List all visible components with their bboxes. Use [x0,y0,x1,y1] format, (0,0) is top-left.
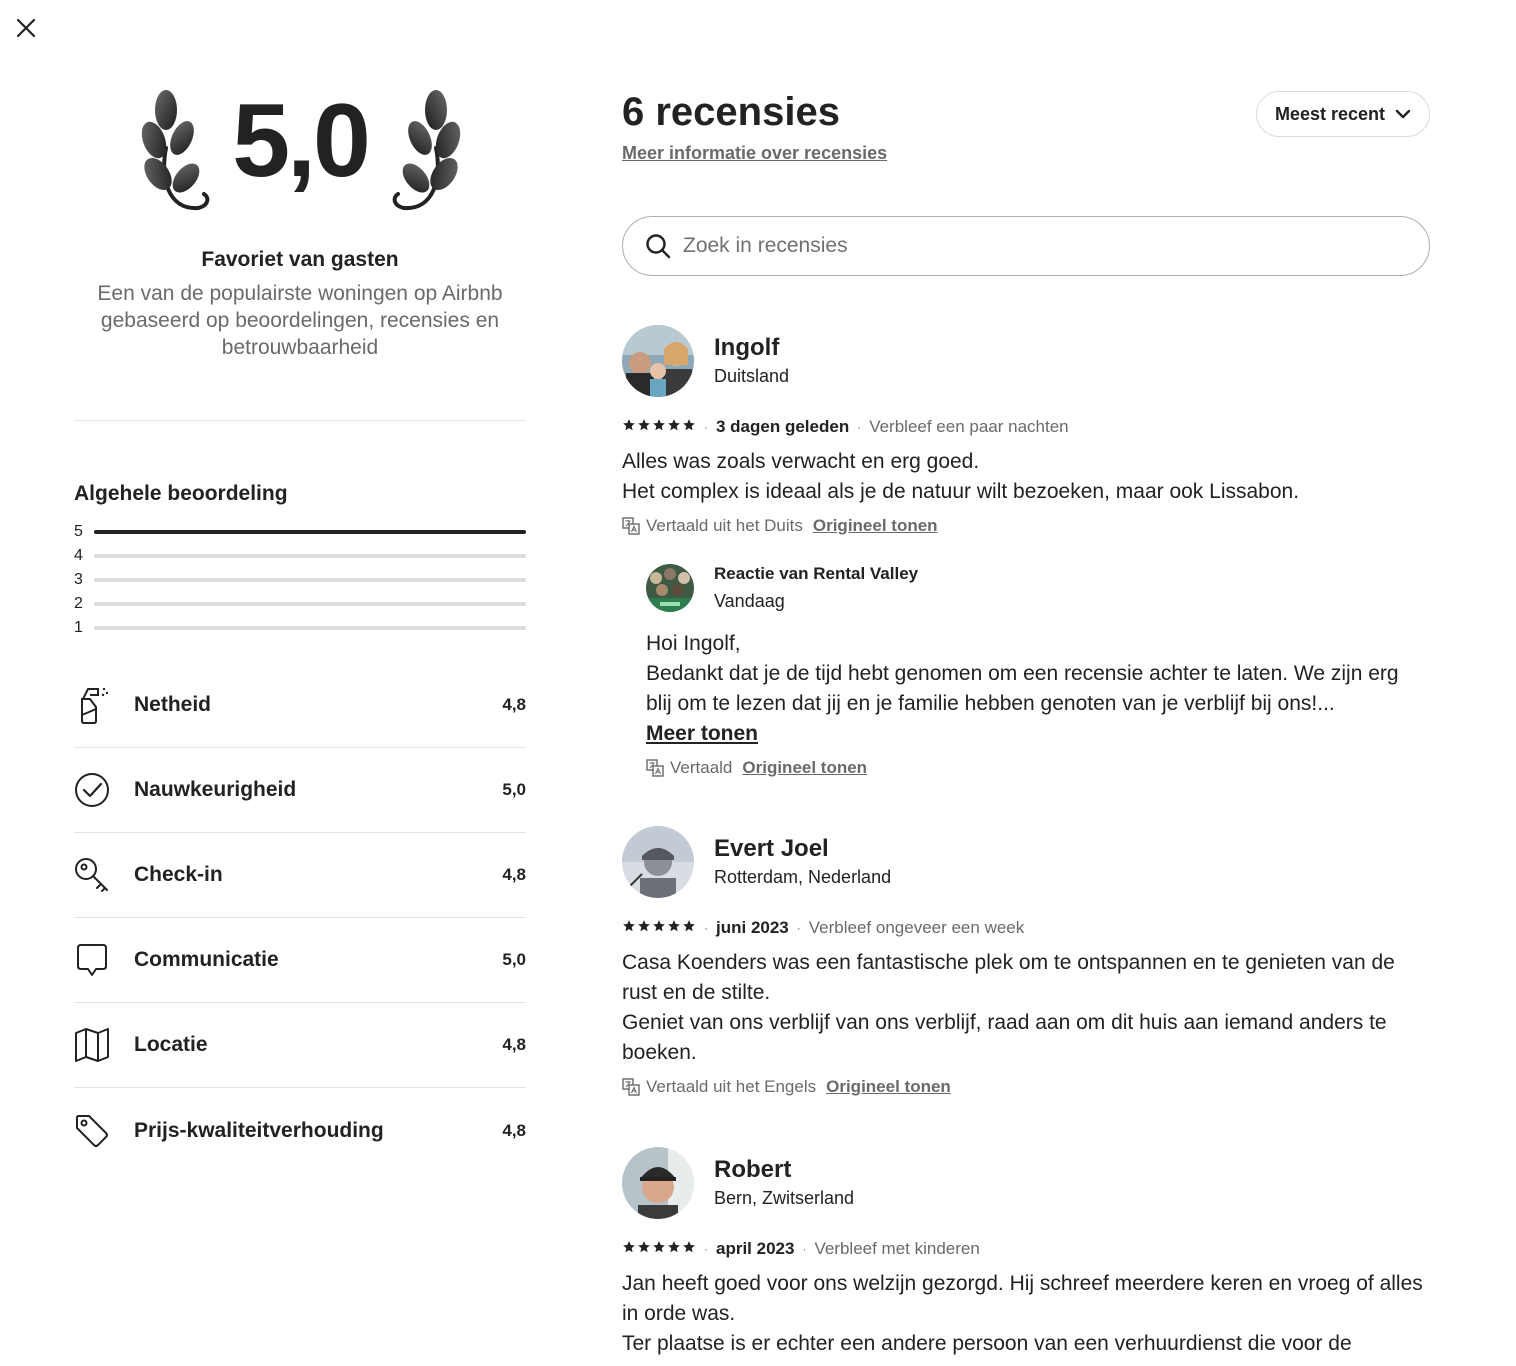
category-score: 4,8 [502,1035,526,1054]
star-rating [622,417,696,437]
reviewer-location: Rotterdam, Nederland [714,867,892,887]
host-reply [646,561,1430,781]
review-item: Robert Bern, Zwitserland · april 2023 · Verbleef met kinderen Jan heeft goed voor ons welzijn gezorgd. Hij schreef meerdere keren en vroeg of alles in orde was. Ter plaatse is er echter een andere persoon van een verhuurdienst die voor de [622,1146,1430,1359]
star-icon [682,417,696,437]
translation-note [622,513,1430,539]
rating-distribution [74,520,526,640]
review-text: Jan heeft goed voor ons welzijn gezorgd. Hij schreef meerdere keren en vroeg of alles in orde was. Ter plaatse is er echter een andere persoon van een verhuurdienst die voor de [622,1272,1423,1355]
category-label: Check-in [134,863,223,886]
rating-bar-row [74,520,526,544]
star-icon [637,417,651,437]
star-rating [622,1239,696,1259]
stay-duration: Verbleef met kinderen [814,1239,980,1258]
category-checkin [74,833,526,918]
rating-bar-label: 4 [74,547,83,564]
reviewer-name: Robert [714,1156,792,1183]
stay-duration: Verbleef een paar nachten [869,417,1069,436]
spray-bottle-icon [74,685,110,725]
category-label: Netheid [134,693,212,716]
avatar[interactable] [622,826,694,898]
star-icon [622,1239,636,1259]
reviewer-name: Evert Joel [714,835,829,862]
close-icon [16,18,36,38]
rating-bar-track [94,602,526,606]
overall-score: 5,0 [232,83,368,199]
host-reply-date: Vandaag [714,591,785,611]
chevron-down-icon [1395,106,1411,122]
star-icon [667,918,681,938]
close-button[interactable] [10,12,42,44]
search-input[interactable] [683,234,1383,258]
map-icon [74,1027,110,1063]
star-icon [652,417,666,437]
star-icon [682,918,696,938]
category-cleanliness [74,663,526,748]
review-item: Ingolf Duitsland · 3 dagen geleden · Verbleef een paar nachten Alles was zoals verwacht en erg goed. Het complex is ideaal als je de natuur wilt bezoeken, maar ook Lissabon. Vertaald uit het Duits Origineel tonen Reactie van Rental Valley Vandaag Hoi Ingolf, Bedankt dat je de tijd hebt genomen om een recensie achter te laten. We zijn erg blij om te lezen dat jij en je familie hebben genoten van je verblijf bij ons!... Meer tonen Vertaald Origineel tonen [622,324,1430,781]
review-date: juni 2023 [716,918,789,937]
rating-bar-label: 3 [74,571,83,588]
star-icon [622,918,636,938]
show-original-link[interactable]: Origineel tonen [742,758,868,777]
rating-bar-track [94,578,526,582]
reviewer-name: Ingolf [714,334,780,361]
review-date: april 2023 [716,1239,795,1258]
star-icon [622,417,636,437]
category-value [74,1088,526,1173]
translate-icon [646,759,664,777]
category-location [74,1003,526,1088]
show-more-link[interactable]: Meer tonen [646,722,759,745]
host-avatar[interactable] [646,564,694,612]
reviews-title: 6 recensies [622,90,840,134]
rating-bar-row [74,568,526,592]
rating-bar-label: 1 [74,619,83,636]
show-original-link[interactable]: Origineel tonen [826,1077,951,1096]
key-icon [74,857,110,893]
star-icon [637,918,651,938]
check-circle-icon [74,772,110,808]
divider [74,420,526,421]
show-original-link[interactable]: Origineel tonen [812,516,938,535]
star-icon [637,1239,651,1259]
star-icon [682,1239,696,1259]
category-accuracy [74,748,526,833]
star-icon [667,417,681,437]
translated-label: Vertaald [670,758,733,777]
chat-bubble-icon [74,942,110,978]
sort-dropdown[interactable] [1256,91,1430,137]
translate-icon [622,517,640,535]
category-label: Prijs-kwaliteitverhouding [134,1118,384,1142]
guest-favorite-title: Favoriet van gasten [201,248,399,271]
category-score: 5,0 [502,780,526,799]
category-label: Locatie [134,1033,208,1056]
rating-bar-label: 5 [74,523,83,540]
category-score: 5,0 [502,950,526,969]
translation-note [622,1074,1430,1100]
search-box[interactable] [622,216,1430,276]
translated-label: Vertaald uit het Engels [646,1077,817,1096]
rating-bar-row [74,544,526,568]
laurel-right-icon [388,88,464,218]
category-score: 4,8 [502,695,526,714]
rating-bar-label: 2 [74,595,83,612]
star-icon [652,1239,666,1259]
star-icon [652,918,666,938]
reviews-info-link[interactable]: Meer informatie over recensies [622,143,888,163]
sort-label: Meest recent [1274,103,1385,124]
star-rating [622,918,696,938]
review-text: Casa Koenders was een fantastische plek om te ontspannen en te genieten van de rust en de stilte. Geniet van ons verblijf van ons verblijf, raad aan om dit huis aan iemand anders te boeken. [622,951,1395,1064]
rating-bar-track [94,530,526,534]
host-reply-title: Reactie van Rental Valley [714,564,919,583]
category-score: 4,8 [502,1120,526,1140]
search-icon [645,233,671,259]
category-score: 4,8 [502,865,526,884]
host-reply-text: Hoi Ingolf, Bedankt dat je de tijd hebt genomen om een recensie achter te laten. We zijn erg blij om te lezen dat jij en je familie hebben genoten van je verblijf bij ons!... [646,632,1399,715]
rating-bar-track [94,554,526,558]
star-icon [667,1239,681,1259]
category-communication [74,918,526,1003]
review-date: 3 dagen geleden [716,417,850,436]
review-text: Alles was zoals verwacht en erg goed. Het complex is ideaal als je de natuur wilt bezoeken, maar ook Lissabon. [622,450,1300,503]
avatar[interactable] [622,325,694,397]
reviewer-location: Bern, Zwitserland [714,1188,855,1208]
review-item: Evert Joel Rotterdam, Nederland · juni 2023 · Verbleef ongeveer een week Casa Koenders was een fantastische plek om te ontspannen en te genieten van de rust en de stilte. Geniet van ons verblijf van ons verblijf, raad aan om dit huis aan iemand anders te boeken. Vertaald uit het Engels Origineel tonen [622,825,1430,1100]
rating-bar-row [74,616,526,640]
rating-bar-track [94,626,526,630]
rating-bar-row [74,592,526,616]
guest-favorite-description: Een van de populairste woningen op Airbnb gebaseerd op beoordelingen, recensies en betrouwbaarheid [97,282,503,359]
price-tag-icon [74,1113,110,1149]
translate-icon [622,1078,640,1096]
category-label: Nauwkeurigheid [134,778,297,801]
translated-label: Vertaald uit het Duits [646,516,803,535]
rating-bar-fill [94,530,526,534]
reviewer-location: Duitsland [714,366,790,386]
category-label: Communicatie [134,948,279,971]
avatar[interactable] [622,1147,694,1219]
category-ratings [74,663,526,1173]
score-hero [74,80,526,230]
stay-duration: Verbleef ongeveer een week [808,918,1025,937]
overall-rating-title: Algehele beoordeling [74,482,288,505]
translation-note [646,755,1430,781]
